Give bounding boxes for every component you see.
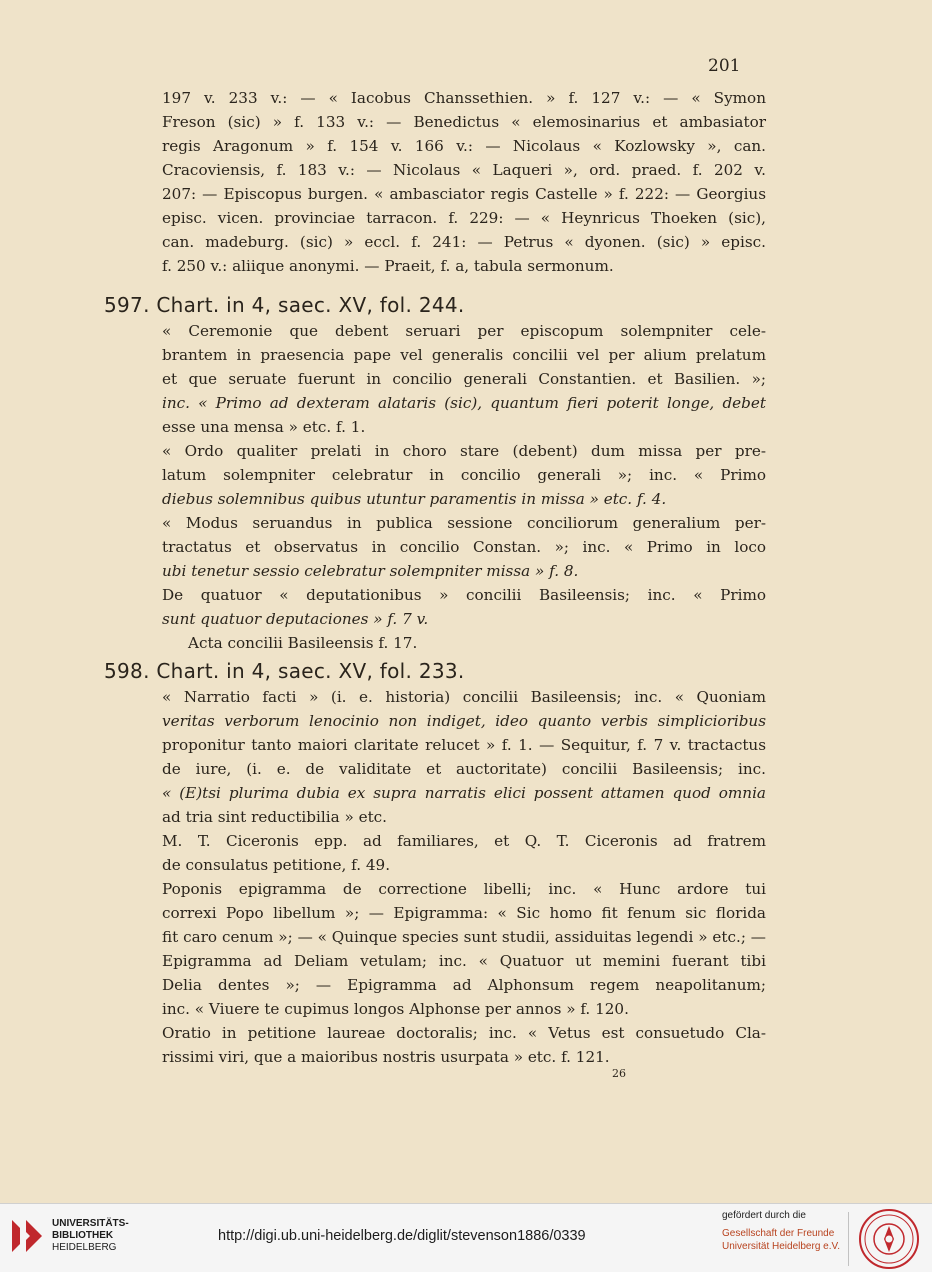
text-line: regis Aragonum » f. 154 v. 166 v.: — Nicolaus « Kozlowsky », can. [162, 137, 766, 155]
footer-bar [0, 1203, 932, 1272]
sponsor-name-line: Gesellschaft der Freunde [722, 1228, 835, 1239]
text-line: proponitur tanto maiori claritate relucet » f. 1. — Sequitur, f. 7 v. tractactus [162, 736, 766, 754]
text-line: « Modus seruandus in publica sessione conciliorum generalium per- [162, 514, 766, 532]
library-logo-icon [10, 1216, 44, 1256]
text-line: fit caro cenum »; — « Quinque species sunt studii, assiduitas legendi » etc.; — [162, 928, 766, 946]
text-line: esse una mensa » etc. f. 1. [162, 418, 366, 436]
text-line: et que seruate fuerunt in concilio generali Constantien. et Basilien. »; [162, 370, 766, 388]
entry-heading-598: 598. Chart. in 4, saec. XV, fol. 233. [104, 659, 465, 683]
text-line: Epigramma ad Deliam vetulam; inc. « Quatuor ut memini fuerant tibi [162, 952, 766, 970]
text-line: Delia dentes »; — Epigramma ad Alphonsum regem neapolitanum; [162, 976, 766, 994]
permalink-url[interactable]: http://digi.ub.uni-heidelberg.de/diglit/stevenson1886/0339 [218, 1228, 586, 1244]
text-line: Freson (sic) » f. 133 v.: — Benedictus « elemosinarius et ambasiator [162, 113, 766, 131]
text-line: « Narratio facti » (i. e. historia) concilii Basileensis; inc. « Quoniam [162, 688, 766, 706]
text-line: veritas verborum lenocinio non indiget, ideo quanto verbis simplicioribus [162, 712, 766, 730]
text-line: diebus solemnibus quibus utuntur paramentis in missa » etc. f. 4. [162, 490, 667, 508]
text-line: « Ceremonie que debent seruari per episcopum solempniter cele- [162, 322, 766, 340]
text-line: de iure, (i. e. de validitate et auctoritate) concilii Basileensis; inc. [162, 760, 766, 778]
text-line: episc. vicen. provinciae tarracon. f. 229: — « Heynricus Thoeken (sic), [162, 209, 766, 227]
entry-heading-597: 597. Chart. in 4, saec. XV, fol. 244. [104, 293, 465, 317]
divider [848, 1212, 849, 1266]
text-line: correxi Popo libellum »; — Epigramma: « Sic homo fit fenum sic florida [162, 904, 766, 922]
text-line: ad tria sint reductibilia » etc. [162, 808, 388, 826]
text-line: rissimi viri, que a maioribus nostris usurpata » etc. f. 121. [162, 1048, 610, 1066]
text-line: Acta concilii Basileensis f. 17. [188, 634, 418, 652]
text-line: latum solempniter celebratur in concilio generali »; inc. « Primo [162, 466, 766, 484]
sponsor-name [722, 1227, 840, 1253]
text-line: Poponis epigramma de correctione libelli; inc. « Hunc ardore tui [162, 880, 766, 898]
text-line: brantem in praesencia pape vel generalis concilii vel per alium prelatum [162, 346, 766, 364]
text-line: can. madeburg. (sic) » eccl. f. 241: — Petrus « dyonen. (sic) » episc. [162, 233, 766, 251]
text-line: 207: — Episcopus burgen. « ambasciator regis Castelle » f. 222: — Georgius [162, 185, 766, 203]
university-seal-icon [858, 1208, 920, 1270]
text-line: tractatus et observatus in concilio Constan. »; inc. « Primo in loco [162, 538, 766, 556]
text-line: sunt quatuor deputaciones » f. 7 v. [162, 610, 429, 628]
text-line: inc. « Primo ad dexteram alataris (sic), quantum fieri poterit longe, debet [162, 394, 766, 412]
library-name-line: UNIVERSITÄTS- [52, 1218, 129, 1229]
text-line: « Ordo qualiter prelati in choro stare (debent) dum missa per pre- [162, 442, 766, 460]
page-number: 201 [708, 56, 741, 76]
text-line: ubi tenetur sessio celebratur solempniter missa » f. 8. [162, 562, 579, 580]
text-line: « (E)tsi plurima dubia ex supra narratis elici possent attamen quod omnia [162, 784, 766, 802]
text-line: Cracoviensis, f. 183 v.: — Nicolaus « Laqueri », ord. praed. f. 202 v. [162, 161, 766, 179]
text-line: de consulatus petitione, f. 49. [162, 856, 391, 874]
sponsor-name-line: Universität Heidelberg e.V. [722, 1241, 841, 1252]
text-line: f. 250 v.: aliique anonymi. — Praeit, f. a, tabula sermonum. [162, 257, 614, 275]
text-line: 197 v. 233 v.: — « Iacobus Chanssethien. » f. 127 v.: — « Symon [162, 89, 766, 107]
sponsor-label: gefördert durch die [722, 1210, 806, 1221]
library-name-line: BIBLIOTHEK [52, 1230, 114, 1241]
library-name [52, 1218, 129, 1254]
text-line: M. T. Ciceronis epp. ad familiares, et Q. T. Ciceronis ad fratrem [162, 832, 766, 850]
text-line: De quatuor « deputationibus » concilii Basileensis; inc. « Primo [162, 586, 766, 604]
text-line: inc. « Viuere te cupimus longos Alphonse per annos » f. 120. [162, 1000, 629, 1018]
signature-mark: 26 [612, 1067, 626, 1080]
text-line: Oratio in petitione laureae doctoralis; inc. « Vetus est consuetudo Cla- [162, 1024, 766, 1042]
library-name-line: HEIDELBERG [52, 1242, 117, 1253]
